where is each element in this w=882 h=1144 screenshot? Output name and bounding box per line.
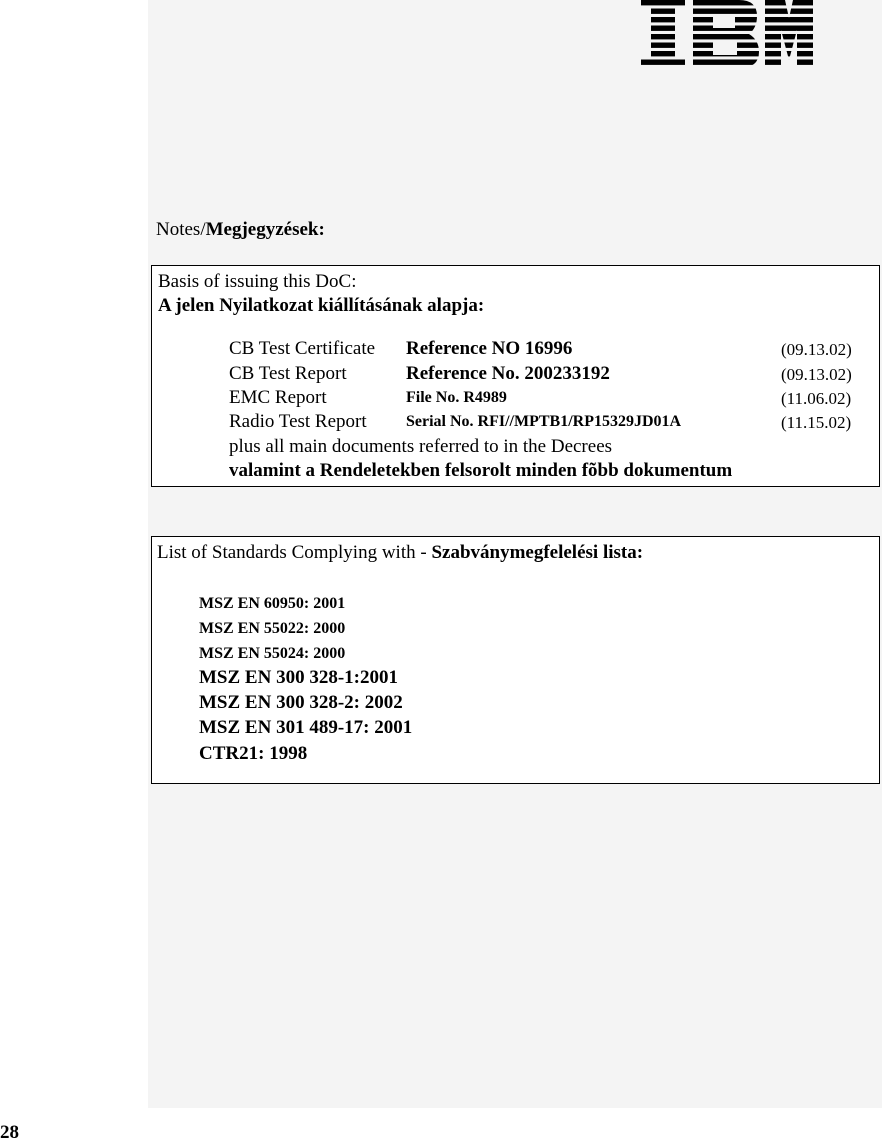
standard-item: MSZ EN 55022: 2000 [199, 620, 346, 637]
document-type: EMC Report [229, 387, 327, 408]
standard-item: MSZ EN 300 328-1:2001 [199, 667, 398, 688]
basis-title-hu: A jelen Nyilatkozat kiállításának alapja: [158, 295, 485, 316]
standard-item: MSZ EN 55024: 2000 [199, 645, 346, 662]
basis-footer-en: plus all main documents referred to in the Decrees [229, 436, 613, 457]
document-row [229, 411, 866, 435]
standards-box [151, 536, 880, 784]
document-reference: Reference NO 16996 [406, 338, 573, 359]
document-reference: Serial No. RFI//MPTB1/RP15329JD01A [406, 413, 682, 430]
document-reference: File No. R4989 [406, 389, 507, 406]
document-date: (11.15.02) [781, 413, 852, 432]
standards-title-en: List of Standards Complying with - [157, 542, 432, 563]
document-type: CB Test Certificate [229, 338, 376, 359]
standard-item: MSZ EN 301 489-17: 2001 [199, 717, 413, 738]
standard-item: MSZ EN 60950: 2001 [199, 595, 346, 612]
document-type: CB Test Report [229, 363, 347, 384]
notes-heading [156, 219, 325, 241]
document-date: (11.06.02) [781, 389, 852, 408]
document-type: Radio Test Report [229, 411, 367, 432]
document-row [229, 338, 866, 362]
document-reference: Reference No. 200233192 [406, 363, 610, 384]
standard-item: CTR21: 1998 [199, 743, 308, 764]
ibm-logo [641, 0, 813, 68]
standard-item: MSZ EN 300 328-2: 2002 [199, 692, 403, 713]
document-row [229, 363, 866, 387]
document-date: (09.13.02) [781, 365, 852, 384]
standards-title [157, 542, 643, 564]
basis-footer-hu: valamint a Rendeletekben felsorolt minden fõbb dokumentum [229, 460, 733, 481]
document-row [229, 387, 866, 411]
notes-label-en: Notes/ [156, 219, 206, 240]
basis-box [151, 265, 880, 487]
basis-title-en: Basis of issuing this DoC: [158, 271, 357, 292]
page-number: 28 [0, 1122, 19, 1143]
document-date: (09.13.02) [781, 340, 852, 359]
notes-label-hu: Megjegyzések: [205, 219, 325, 240]
standards-title-hu: Szabványmegfelelési lista: [431, 542, 644, 563]
